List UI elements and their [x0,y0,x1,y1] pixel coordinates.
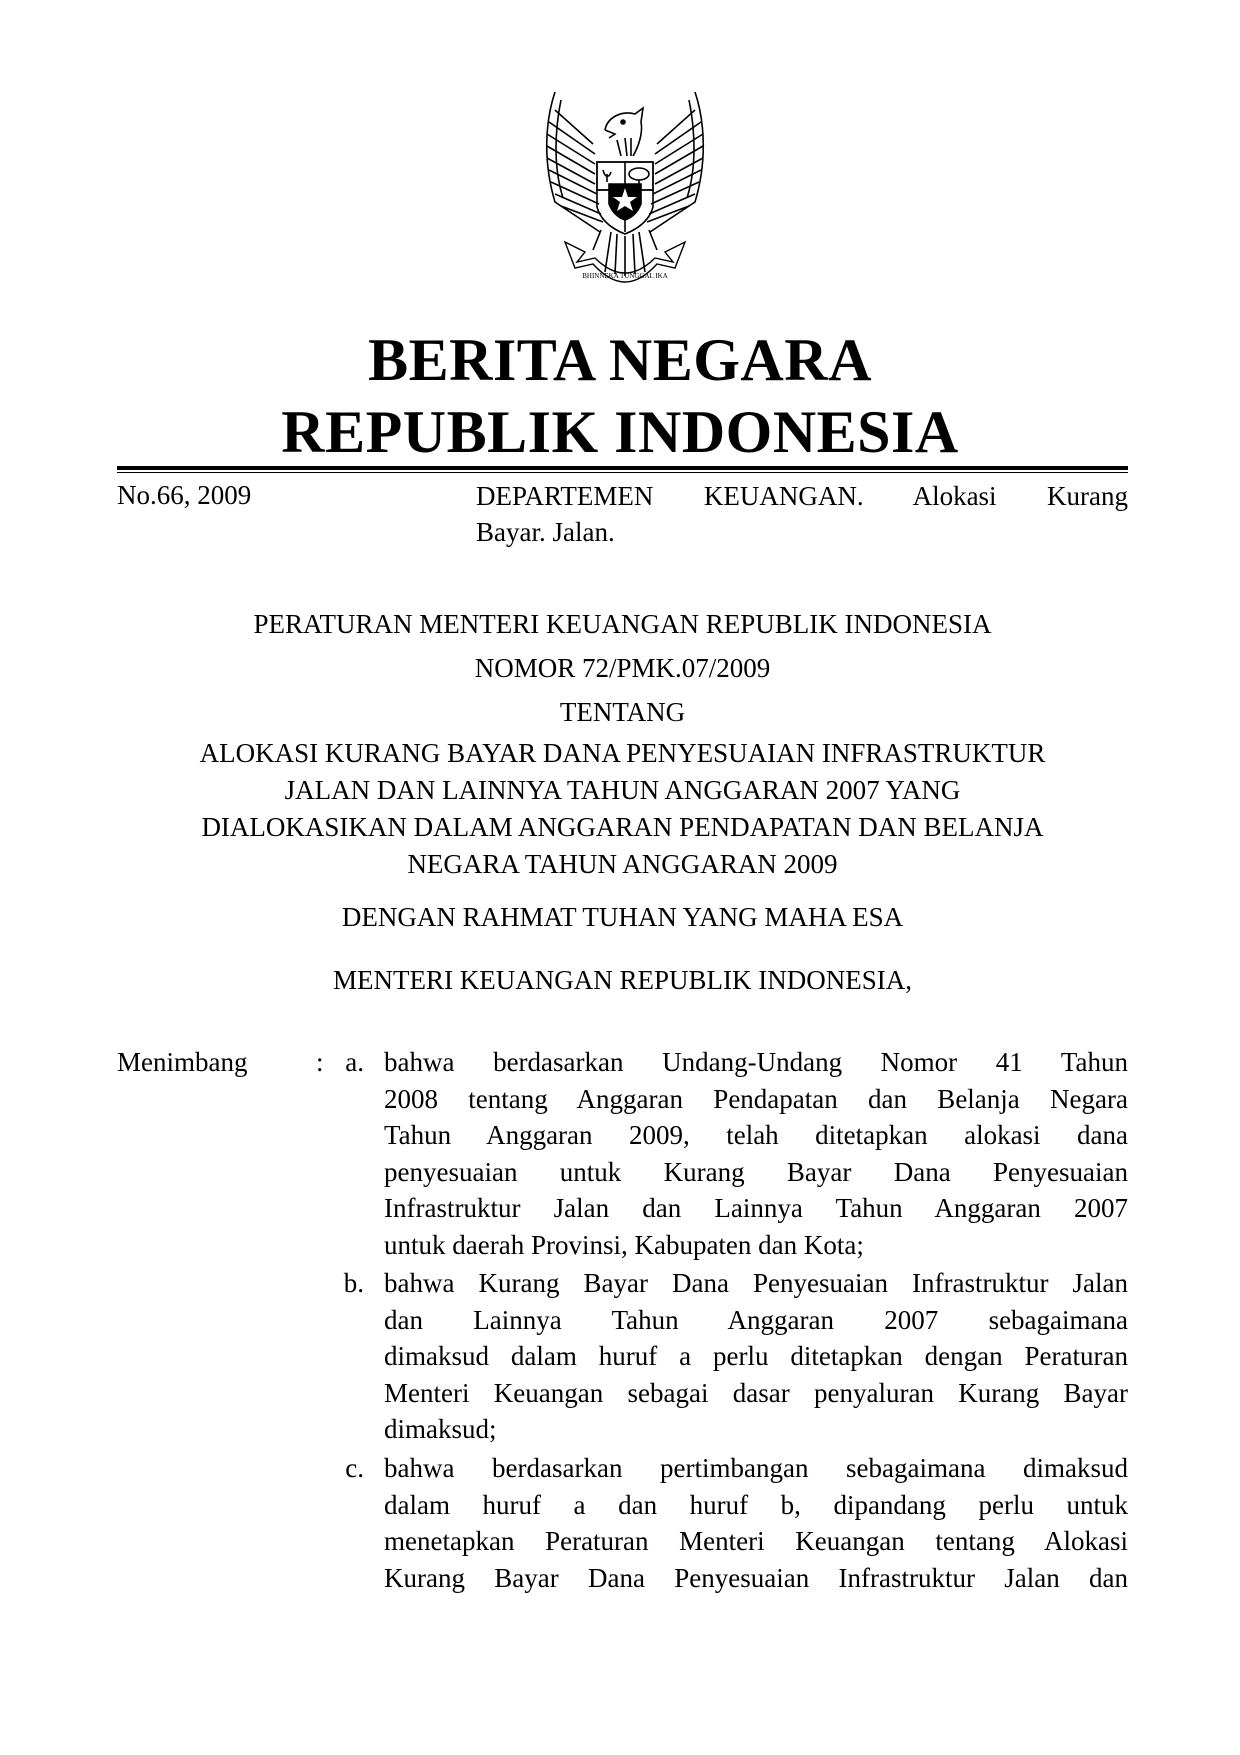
consideration-line: penyesuaian untuk Kurang Bayar Dana Penyesuaian [384,1156,1128,1187]
masthead-divider [117,466,1128,470]
regulation-title [117,735,1128,883]
consideration-line: 2008 tentang Anggaran Pendapatan dan Belanja Negara [384,1083,1128,1114]
considerations-colon: : [316,1047,324,1077]
consideration-line: Tahun Anggaran 2009, telah ditetapkan alokasi dana [384,1120,1128,1150]
masthead-title-line2: REPUBLIK INDONESIA [281,399,959,465]
regulation-title-line: DIALOKASIKAN DALAM ANGGARAN PENDAPATAN DAN BELANJA [201,812,1044,842]
consideration-line: dimaksud; [384,1414,497,1444]
issue-subject-line2: Bayar. Jalan. [476,517,615,547]
consideration-line: Kurang Bayar Dana Penyesuaian Infrastruktur Jalan dan [384,1562,1128,1593]
considerations-label: Menimbang [117,1047,248,1077]
consideration-line: bahwa berdasarkan pertimbangan sebagaimana dimaksud [384,1453,1128,1483]
consideration-item-b [384,1265,1128,1448]
consideration-line: bahwa berdasarkan Undang-Undang Nomor 41 Tahun [384,1047,1128,1077]
regulation-heading: PERATURAN MENTERI KEUANGAN REPUBLIK INDONESIA [253,609,992,639]
issue-subject [476,478,1128,550]
consideration-letter-b: b. [343,1268,364,1298]
regulation-title-line: ALOKASI KURANG BAYAR DANA PENYESUAIAN INFRASTRUKTUR [199,738,1046,768]
svg-text:BHINNEKA TUNGGAL IKA: BHINNEKA TUNGGAL IKA [582,272,668,280]
blessing-line: DENGAN RAHMAT TUHAN YANG MAHA ESA [341,902,904,932]
consideration-line: menetapkan Peraturan Menteri Keuangan tentang Alokasi [384,1526,1128,1556]
regulation-number: NOMOR 72/PMK.07/2009 [474,653,771,683]
consideration-line: Menteri Keuangan sebagai dasar penyaluran Kurang Bayar [384,1377,1128,1408]
consideration-line: bahwa Kurang Bayar Dana Penyesuaian Infrastruktur Jalan [384,1268,1128,1298]
garuda-emblem-icon [525,82,725,297]
consideration-line: untuk daerah Provinsi, Kabupaten dan Kota; [384,1229,864,1260]
issue-subject-line1: DEPARTEMEN KEUANGAN. Alokasi Kurang [476,481,1128,511]
masthead-title-line1: BERITA NEGARA [368,327,872,393]
consideration-item-c [384,1450,1128,1596]
regulation-title-line: JALAN DAN LAINNYA TAHUN ANGGARAN 2007 YANG [284,775,961,805]
consideration-line: dan Lainnya Tahun Anggaran 2007 sebagaimana [384,1304,1128,1335]
consideration-line: Infrastruktur Jalan dan Lainnya Tahun Anggaran 2007 [384,1193,1128,1223]
regulation-title-line: NEGARA TAHUN ANGGARAN 2009 [407,849,838,879]
consideration-item-a [384,1044,1128,1263]
issue-number: No.66, 2009 [117,480,252,510]
consideration-line: dimaksud dalam huruf a perlu ditetapkan dengan Peraturan [384,1341,1128,1371]
consideration-letter-c: c. [345,1453,364,1483]
consideration-letter-a: a. [345,1047,364,1077]
masthead-divider-thin [117,472,1128,473]
consideration-line: dalam huruf a dan huruf b, dipandang perlu untuk [384,1489,1128,1520]
minister-line: MENTERI KEUANGAN REPUBLIK INDONESIA, [333,965,912,995]
regulation-about: TENTANG [559,697,686,727]
